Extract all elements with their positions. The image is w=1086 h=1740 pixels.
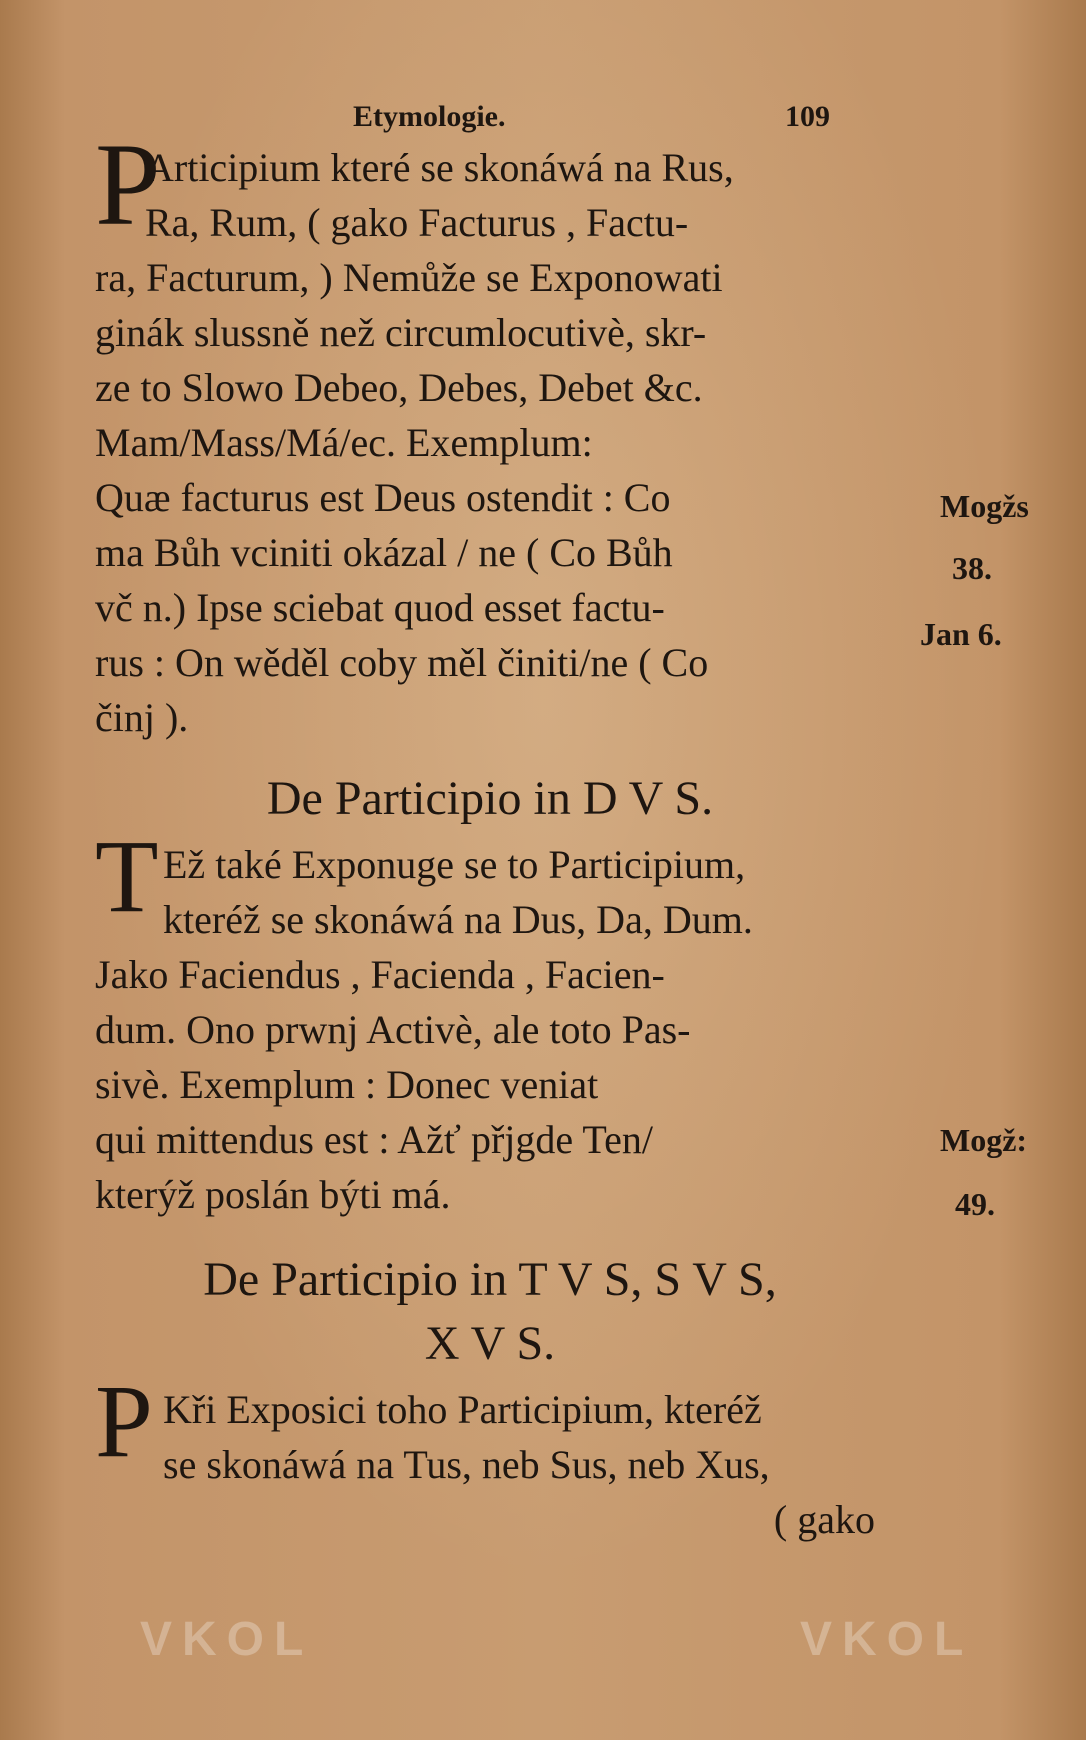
paragraph-participium-tus — [95, 1364, 885, 1547]
text-line: dum. Ono prwnj Activè, ale toto Pas- — [95, 1007, 691, 1052]
drop-cap: P — [95, 119, 161, 250]
text-line: Ež také Exponuge se to Participium, — [163, 842, 746, 887]
text-line: se skonáwá na Tus, neb Sus, neb Xus, — [163, 1442, 770, 1487]
watermark-left: VKOL — [140, 1613, 314, 1666]
text-line: ma Bůh vciniti okázal / ne ( Co Bůh — [95, 530, 673, 575]
text-line: Quæ facturus est Deus ostendit : Co — [95, 475, 671, 520]
text-line: vč n.) Ipse sciebat quod esset factu- — [95, 585, 665, 630]
text-line: rus : On wěděl coby měl činiti/ne ( Co — [95, 640, 709, 685]
section-heading-xvs: X V S. — [424, 1317, 556, 1370]
text-line: Ra, Rum, ( gako Facturus , Factu- — [145, 200, 689, 245]
paragraph-participium-rus — [95, 119, 885, 745]
section-heading-tvs: De Participio in T V S, S V S, — [203, 1253, 777, 1306]
margin-note: 38. — [952, 550, 992, 586]
paragraph-participium-dus — [95, 819, 885, 1222]
watermark-right: VKOL — [800, 1613, 974, 1666]
drop-cap: T — [95, 819, 159, 934]
page-header — [95, 92, 885, 140]
drop-cap: P — [95, 1364, 153, 1479]
text-line: Jako Faciendus , Facienda , Facien- — [95, 952, 665, 997]
text-line: Mam/Mass/Má/ec. Exemplum: — [95, 420, 593, 465]
margin-note: 49. — [955, 1186, 995, 1222]
margin-note: Jan 6. — [920, 616, 1002, 652]
text-line: Articipium které se skonáwá na Rus, — [145, 145, 734, 190]
catchword: ( gako — [773, 1497, 875, 1542]
text-line: ze to Slowo Debeo, Debes, Debet &c. — [95, 365, 703, 410]
text-line: qui mittendus est : Ažť přjgde Ten/ — [95, 1117, 653, 1162]
section-heading-dvs: De Participio in D V S. — [266, 772, 714, 825]
running-title: Etymologie. — [353, 100, 506, 133]
margin-note: Mogž: — [940, 1122, 1028, 1158]
text-block — [95, 92, 885, 1547]
page-number: 109 — [785, 100, 830, 133]
text-line: činj ). — [95, 695, 189, 740]
text-line: kterýž poslán býti má. — [95, 1172, 451, 1217]
text-line: sivè. Exemplum : Donec veniat — [95, 1062, 599, 1107]
text-line: kteréž se skonáwá na Dus, Da, Dum. — [163, 897, 753, 942]
text-line: ra, Facturum, ) Nemůže se Exponowati — [95, 255, 723, 300]
margin-note: Mogžs — [940, 488, 1029, 524]
text-line: ginák slussně než circumlocutivè, skr- — [95, 310, 707, 355]
text-line: Kři Exposici toho Participium, kteréž — [163, 1387, 762, 1432]
